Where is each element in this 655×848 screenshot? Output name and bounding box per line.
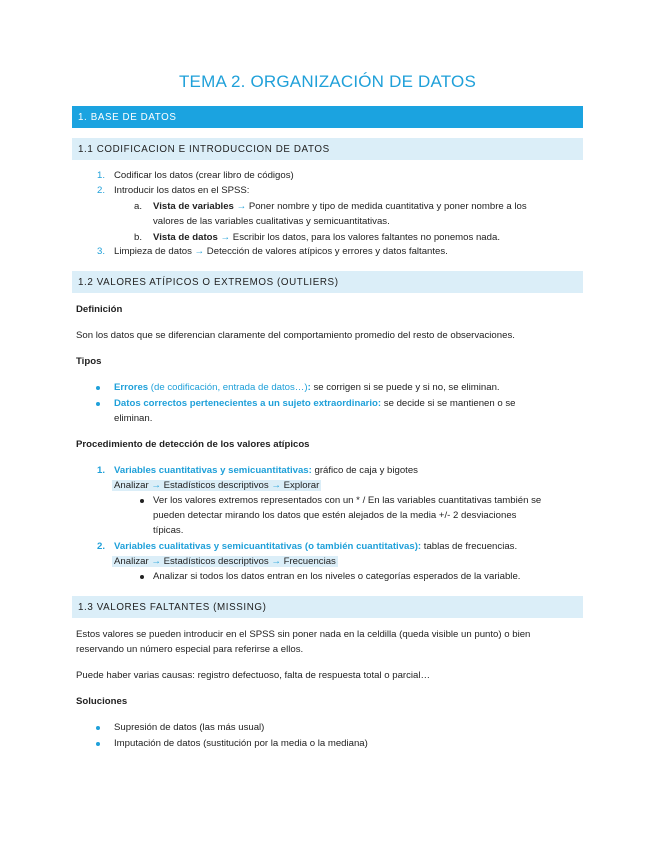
bullet-icon bbox=[140, 499, 144, 503]
subsection-heading-codificacion: 1.1 CODIFICACION E INTRODUCCION DE DATOS bbox=[72, 138, 583, 160]
proc-bullet-continuation: típicas. bbox=[153, 525, 184, 536]
sub-list-marker: a. bbox=[134, 201, 143, 212]
bullet-icon bbox=[96, 742, 100, 746]
menu-path: Analizar → Estadísticos descriptivos → Explorar bbox=[114, 480, 320, 491]
proc-marker: 1. bbox=[97, 465, 106, 476]
solucion-item: Imputación de datos (sustitución por la media o la mediana) bbox=[114, 738, 368, 749]
list-item-text: Codificar los datos (crear libro de códigos) bbox=[114, 170, 294, 181]
sub-list-item: Vista de datos → Escribir los datos, para los valores faltantes no ponemos nada. bbox=[153, 232, 500, 243]
proc-item: Variables cuantitativas y semicuantitativas: gráfico de caja y bigotes bbox=[114, 465, 418, 476]
sub-list-item-continuation: valores de las variables cualitativas y semicuantitativas. bbox=[153, 216, 390, 227]
list-item: 3. bbox=[97, 246, 106, 257]
list-item-text: Introducir los datos en el SPSS: bbox=[114, 185, 250, 196]
tipos-heading: Tipos bbox=[76, 356, 102, 367]
tipo-item-continuation: eliminan. bbox=[114, 413, 153, 424]
faltantes-paragraph: Estos valores se pueden introducir en el SPSS sin poner nada en la celdilla (queda visible un punto) o bien bbox=[76, 629, 531, 640]
tipo-item: Errores (de codificación, entrada de datos…): se corrigen si se puede y si no, se eliminan. bbox=[114, 382, 500, 393]
proc-item: Variables cualitativas y semicuantitativas (o también cuantitativas): tablas de frecuencias. bbox=[114, 541, 518, 552]
section-heading-base-de-datos: 1. BASE DE DATOS bbox=[72, 106, 583, 128]
solucion-item: Supresión de datos (las más usual) bbox=[114, 722, 265, 733]
proc-bullet: Analizar si todos los datos entran en los niveles o categorías esperados de la variable. bbox=[153, 571, 521, 582]
document-title: TEMA 2. ORGANIZACIÓN DE DATOS bbox=[178, 72, 477, 91]
soluciones-heading: Soluciones bbox=[76, 696, 128, 707]
subsection-heading-valores-faltantes: 1.3 VALORES FALTANTES (MISSING) bbox=[72, 596, 583, 618]
proc-bullet: Ver los valores extremos representados con un * / En las variables cuantitativas también se bbox=[153, 495, 542, 506]
proc-marker: 2. bbox=[97, 541, 106, 552]
causas-paragraph: Puede haber varias causas: registro defectuoso, falta de respuesta total o parcial… bbox=[76, 670, 431, 681]
menu-path: Analizar → Estadísticos descriptivos → Frecuencias bbox=[114, 556, 336, 567]
tipo-item: Datos correctos pertenecientes a un sujeto extraordinario: se decide si se mantienen o se bbox=[114, 398, 516, 409]
subsection-heading-valores-atipicos: 1.2 VALORES ATÍPICOS O EXTREMOS (OUTLIERS) bbox=[72, 271, 583, 293]
list-item: 2. bbox=[97, 185, 106, 196]
sub-list-marker: b. bbox=[134, 232, 143, 243]
sub-list-item: Vista de variables → Poner nombre y tipo de medida cuantitativa y poner nombre a los bbox=[153, 201, 527, 212]
list-item: 1. bbox=[97, 170, 106, 181]
bullet-icon bbox=[96, 386, 100, 390]
definicion-heading: Definición bbox=[76, 304, 123, 315]
list-item-text: Limpieza de datos → Detección de valores atípicos y errores y datos faltantes. bbox=[114, 246, 448, 257]
bullet-icon bbox=[96, 402, 100, 406]
bullet-icon bbox=[96, 726, 100, 730]
procedimiento-heading: Procedimiento de detección de los valores atípicos bbox=[76, 439, 310, 450]
proc-bullet-continuation: pueden detectar mirando los datos que estén alejados de la media +/- 2 desviaciones bbox=[153, 510, 517, 521]
bullet-icon bbox=[140, 575, 144, 579]
faltantes-paragraph-continuation: reservando un número especial para referirse a ellos. bbox=[76, 644, 304, 655]
definicion-text: Son los datos que se diferencian claramente del comportamiento promedio del resto de observaciones. bbox=[76, 330, 515, 341]
